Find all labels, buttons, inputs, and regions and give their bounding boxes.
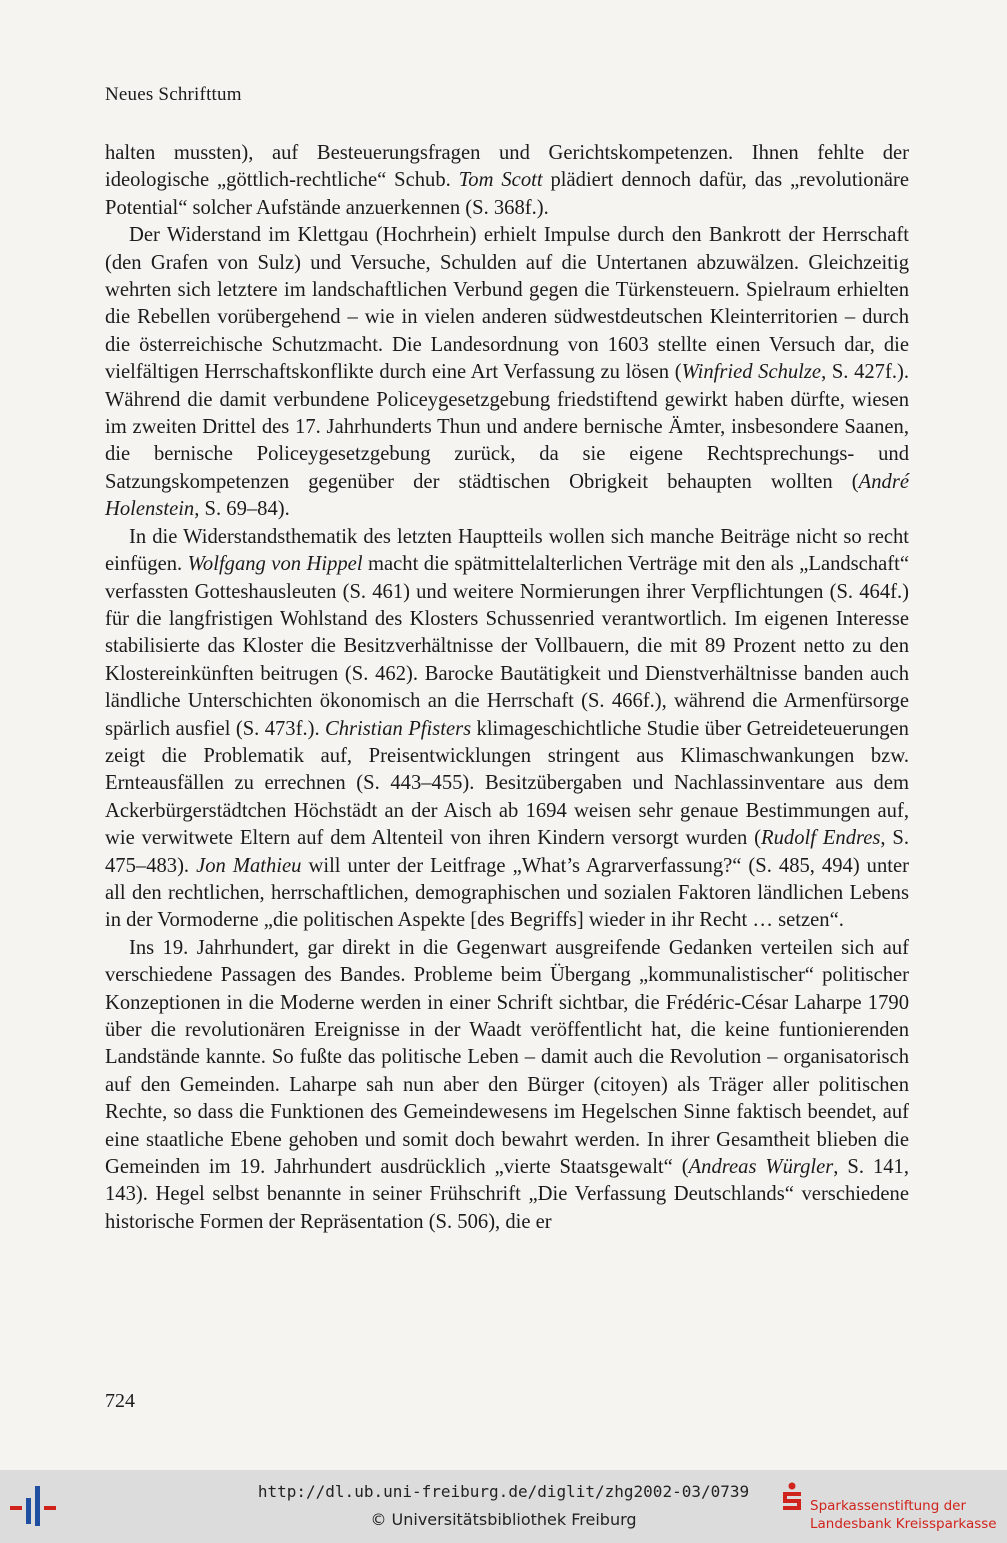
digital-library-footer <box>0 1470 1007 1543</box>
text-run: Ins 19. Jahrhundert, gar direkt in die Gegenwart ausgreifende Gedanken verteilen sich auf verschiedene Passagen des Bandes. Probleme beim Übergang „kommunalistischer“ politischer Konzeptionen in die Moderne werden in einer Schrift sichtbar, die Frédéric-César Laharpe 1790 über die revolutionären Ereignisse in der Waadt veröffentlicht hat, die keine funtionierenden Landstände kannte. So fußte das politische Leben – damit auch die Revolution – organisatorisch auf den Gemeinden. Laharpe sah nun aber den Bürger (citoyen) als Träger aller politischen Rechte, so dass die Funktionen des Gemeindewesens im Hegelschen Sinne faktisch beendet, auf eine staatliche Ebene gehoben und somit doch bewahrt werden. In ihrer Gesamtheit blieben die Gemeinden im 19. Jahrhundert ausdrücklich „vierte Staatsgewalt“ ( <box>105 936 909 1179</box>
running-head: Neues Schrifttum <box>105 84 242 105</box>
sponsor-block <box>780 1480 1002 1536</box>
paragraph-2 <box>105 222 909 523</box>
author-name: Christian Pfisters <box>325 717 472 740</box>
author-name: Wolfgang von Hippel <box>187 553 363 576</box>
permalink-url[interactable]: http://dl.ub.uni-freiburg.de/diglit/zhg2002-03/0739 <box>257 1482 750 1501</box>
text-run: , S. 475–483). <box>105 827 910 877</box>
text-run: will unter der Leitfrage „What’s Agrarverfassung?“ (S. 485, 494) unter all den rechtlichen, herrschaftlichen, demographischen und sozialen Faktoren ländlichen Lebens in der Vormoderne „die politischen Aspekte [des Begriffs] wieder in ihr Recht … setzen“. <box>105 854 910 932</box>
text-run: , S. 427f.). Während die damit verbundene Policeygesetzgebung friedstiftend gewirkt haben dürfte, wiesen im zweiten Drittel des 17. Jahrhunderts Thun und andere bernische Ämter, insbesondere Saanen, die bernische Policeygesetzgebung zurück, da sie eigene Rechtsprechungs- und Satzungskompetenzen gegenüber der städtischen Obrigkeit behaupten wollten ( <box>105 361 909 493</box>
author-name: Andreas Würgler <box>688 1156 834 1179</box>
text-run: klimageschichtliche Studie über Getreideteuerungen zeigt die Problematik auf, Preisentwicklungen stringent aus Klimaschwankungen bzw. Ernteausfällen zu errechnen (S. 443–455). Besitzübergaben und Nachlassinventare aus dem Ackerbürgerstädtchen Höchstädt an der Aisch ab 1694 weisen sehr genaue Bestimmungen auf, wie verwitwete Eltern auf dem Altenteil von ihren Kindern versorgt wurden ( <box>105 717 909 850</box>
copyright-notice: © Universitätsbibliothek Freiburg <box>370 1510 637 1529</box>
text-run: Der Widerstand im Klettgau (Hochrhein) erhielt Impulse durch den Bankrott der Herrschaft (den Grafen von Sulz) und Versuche, Schulden auf die Untertanen abzuwälzen. Gleichzeitig wehrten sich letztere im landschaftlichen Verbund gegen die Türkensteuern. Spielraum erhielten die Rebellen vorübergehend – wie in vielen anderen südwestdeutschen Kleinterritorien – durch die österreichische Schutzmacht. Die Landesordnung von 1603 stellte einen Versuch dar, die vielfältigen Herrschaftskonflikte durch eine Art Verfassung zu lösen ( <box>105 224 909 384</box>
author-name: Jon Mathieu <box>196 854 302 877</box>
text-run: In die Widerstandsthematik des letzten Hauptteils wollen sich manche Beiträge nicht so recht einfügen. <box>105 525 909 576</box>
sponsor-name-line1: Sparkassenstiftung der <box>810 1498 967 1514</box>
paragraph-3 <box>105 524 909 935</box>
sparkasse-s-icon <box>780 1482 804 1512</box>
text-run: , S. 141, 143). Hegel selbst benannte in seiner Frühschrift „Die Verfassung Deutschlands“ verschiedene historische Formen der Repräsentation (S. 506), die er <box>105 1156 909 1233</box>
page-number: 724 <box>105 1390 135 1412</box>
paragraph-1 <box>105 140 909 222</box>
text-run: plädiert dennoch dafür, das „revolutionäre Potential“ solcher Aufstände anzuerkennen (S. 368f.). <box>105 169 910 219</box>
text-run: halten mussten), auf Besteuerungsfragen und Gerichtskompetenzen. Ihnen fehlte der ideologische „göttlich-rechtliche“ Schub. <box>105 142 909 192</box>
author-name: Winfried Schulze <box>681 361 822 384</box>
author-name: André Holenstein <box>105 470 909 521</box>
author-name: Rudolf Endres <box>761 827 881 850</box>
body-text <box>105 140 909 1236</box>
text-run: macht die spätmittelalterlichen Verträge mit den als „Landschaft“ verfassten Gotteshausleuten (S. 461) und weitere Normierungen ihrer Verpflichtungen (S. 464f.) für die langfristigen Wohlstand des Klosters Schussenried verantwortlich. Im eigenen Interesse stabilisierte das Kloster die Besitzverhältnisse der Vollbauern, die mit 89 Prozent netto zu den Klostereinkünften beitrugen (S. 462). Barocke Bautätigkeit und Dienstverhältnisse banden auch ländliche Unterschichten ökonomisch an die Herrschaft (S. 466f.), während die Armenfürsorge spärlich ausfiel (S. 473f.). <box>105 553 909 740</box>
sponsor-name-line2: Landesbank Kreissparkasse <box>810 1516 997 1532</box>
text-run: , S. 69–84). <box>194 498 290 521</box>
paragraph-4 <box>105 935 909 1236</box>
author-name: Tom Scott <box>458 169 543 192</box>
